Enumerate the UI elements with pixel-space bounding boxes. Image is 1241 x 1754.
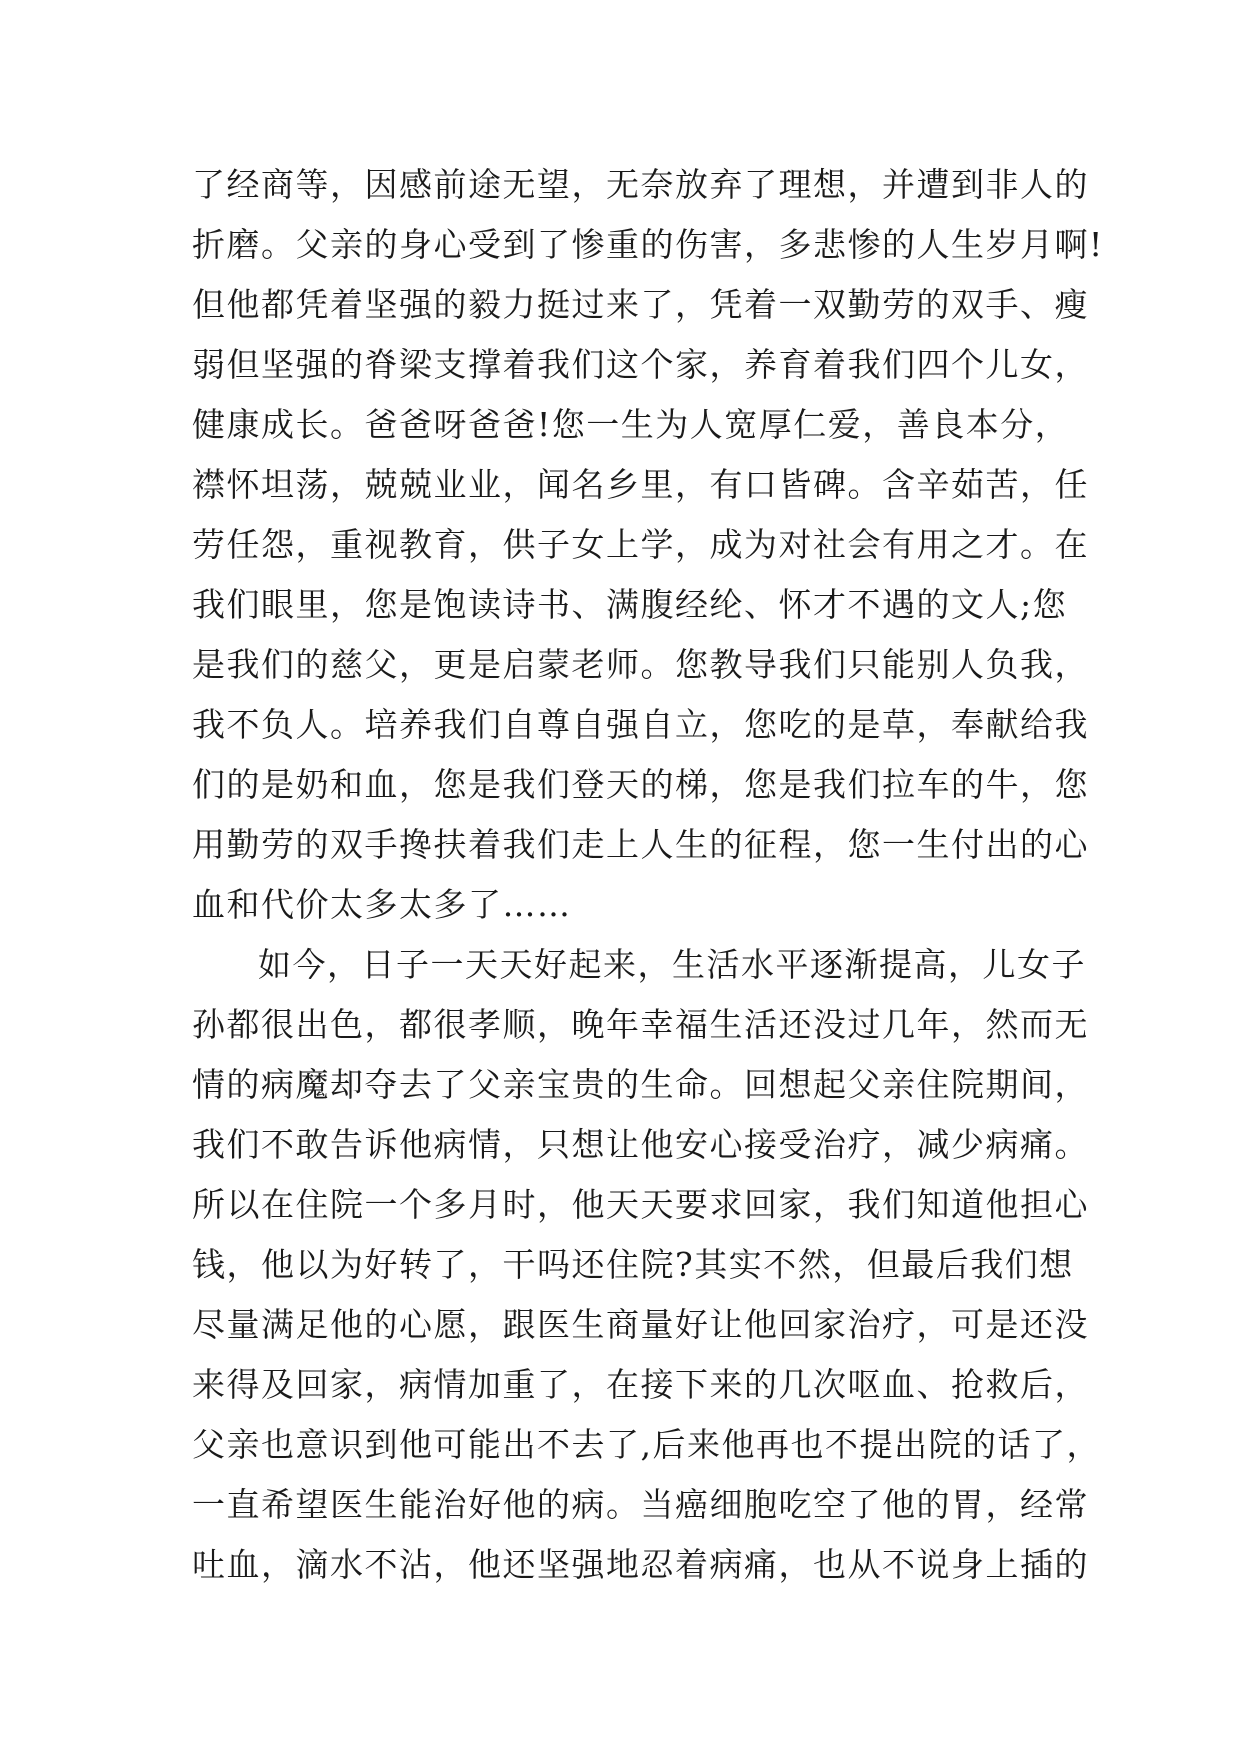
text-line: 但他都凭着坚强的毅力挺过来了，凭着一双勤劳的双手、瘦 [192, 285, 1089, 324]
text-line: 钱，他以为好转了，干吗还住院?其实不然，但最后我们想 [192, 1245, 1074, 1284]
text-line: 情的病魔却夺去了父亲宝贵的生命。回想起父亲住院期间， [192, 1065, 1089, 1104]
text-line: 吐血，滴水不沾，他还坚强地忍着病痛，也从不说身上插的 [192, 1545, 1089, 1584]
text-line: 弱但坚强的脊梁支撑着我们这个家，养育着我们四个儿女， [192, 345, 1089, 384]
text-line: 来得及回家，病情加重了，在接下来的几次呕血、抢救后， [192, 1365, 1089, 1404]
text-line: 们的是奶和血，您是我们登天的梯，您是我们拉车的牛，您 [192, 765, 1089, 804]
text-line: 劳任怨，重视教育，供子女上学，成为对社会有用之才。在 [192, 525, 1089, 564]
text-line: 了经商等，因感前途无望，无奈放弃了理想，并遭到非人的 [192, 165, 1089, 204]
text-line: 我不负人。培养我们自尊自强自立，您吃的是草，奉献给我 [192, 705, 1089, 744]
text-line: 用勤劳的双手搀扶着我们走上人生的征程，您一生付出的心 [192, 825, 1089, 864]
body-text [192, 155, 1104, 1595]
text-line: 所以在住院一个多月时，他天天要求回家，我们知道他担心 [192, 1185, 1089, 1224]
text-line: 健康成长。爸爸呀爸爸!您一生为人宽厚仁爱，善良本分， [192, 405, 1070, 444]
text-line: 我们眼里，您是饱读诗书、满腹经纶、怀才不遇的文人;您 [192, 585, 1068, 624]
text-line: 襟怀坦荡，兢兢业业，闻名乡里，有口皆碑。含辛茹苦，任 [192, 465, 1089, 504]
text-line: 折磨。父亲的身心受到了惨重的伤害，多悲惨的人生岁月啊! [192, 225, 1104, 264]
text-line: 父亲也意识到他可能出不去了,后来他再也不提出院的话了， [192, 1425, 1101, 1464]
text-line: 我们不敢告诉他病情，只想让他安心接受治疗，减少病痛。 [192, 1125, 1089, 1164]
text-line: 孙都很出色，都很孝顺，晚年幸福生活还没过几年，然而无 [192, 1005, 1089, 1044]
paragraph-start-line: 如今，日子一天天好起来，生活水平逐渐提高，儿女子 [258, 945, 1086, 984]
text-line: 一直希望医生能治好他的病。当癌细胞吃空了他的胃，经常 [192, 1485, 1089, 1524]
text-line: 尽量满足他的心愿，跟医生商量好让他回家治疗，可是还没 [192, 1305, 1089, 1344]
text-line: 血和代价太多太多了…… [192, 885, 572, 924]
text-line: 是我们的慈父，更是启蒙老师。您教导我们只能别人负我， [192, 645, 1089, 684]
